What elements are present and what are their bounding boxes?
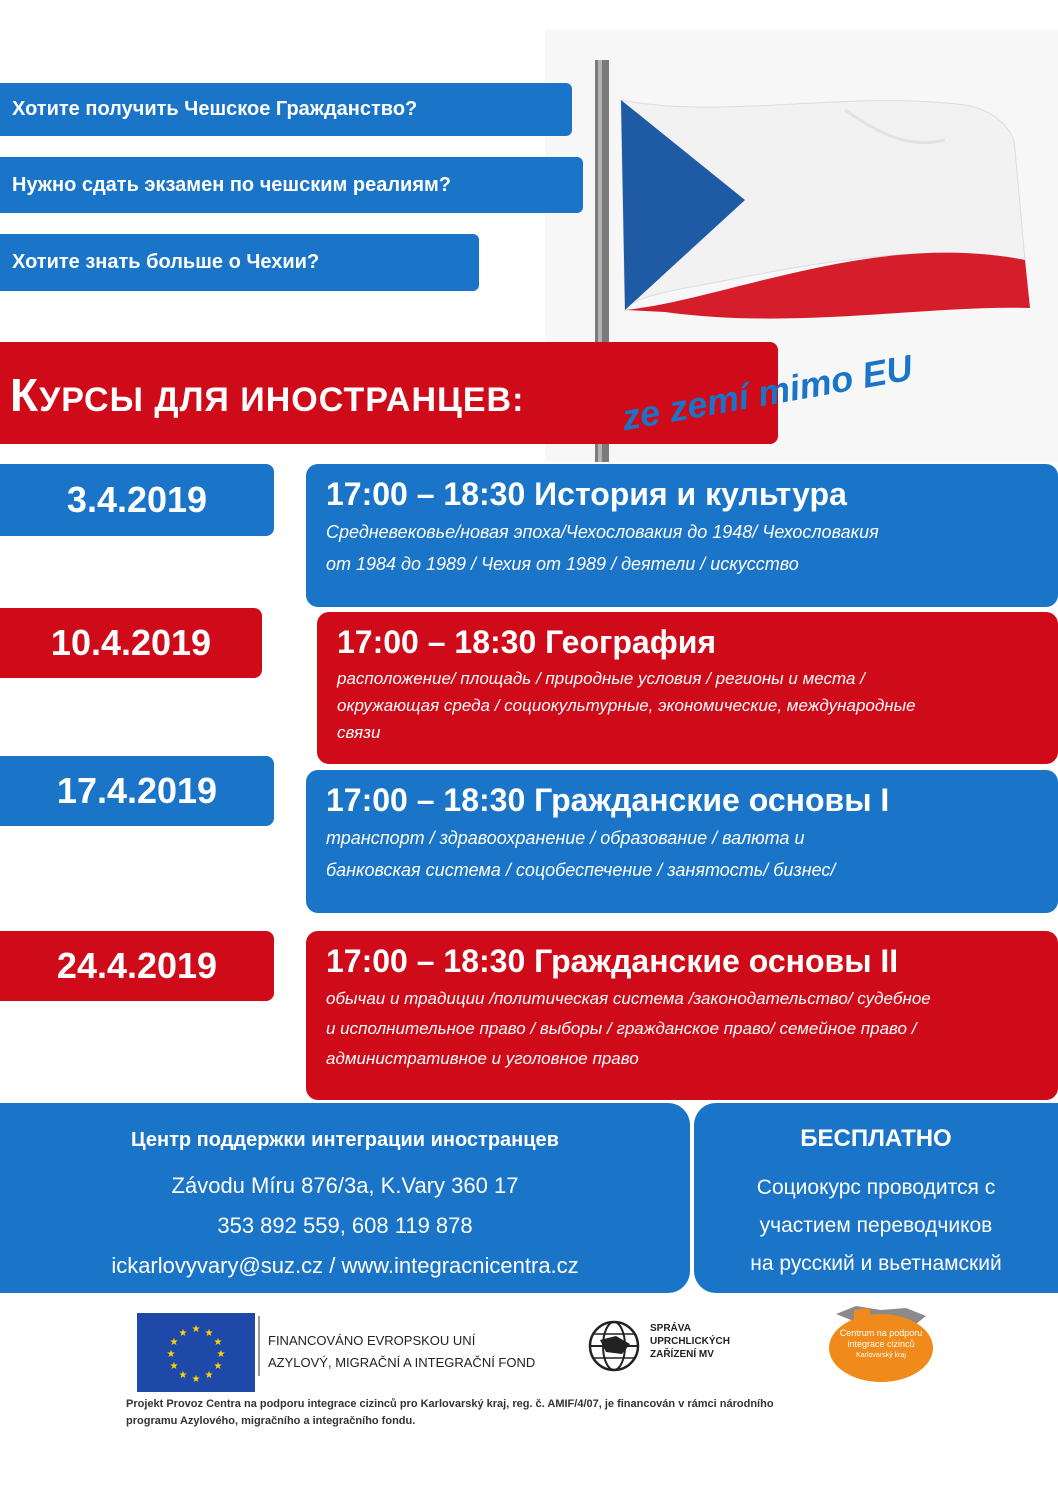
contact-box xyxy=(0,1103,690,1293)
free-line: участием переводчиков xyxy=(759,1214,993,1237)
course-date: 17.4.2019 xyxy=(0,756,274,826)
course-heading: 17:00 – 18:30 География xyxy=(337,624,717,660)
globe-icon xyxy=(586,1318,642,1374)
suz-logo-text: SPRÁVA UPRCHLICKÝCH ZAŘÍZENÍ MV xyxy=(650,1323,730,1360)
course-description: Средневековье/новая эпоха/Чехословакия до 1948/ Чехословакия от 1984 до 1989 / Чехия от 1989 / деятели / искусство xyxy=(326,522,879,574)
free-line: Социокурс проводится с xyxy=(756,1176,996,1199)
course-date: 24.4.2019 xyxy=(0,931,274,1001)
course-card xyxy=(306,770,1058,913)
course-heading: 17:00 – 18:30 История и культура xyxy=(326,476,847,512)
centrum-logo: Centrum na podporu integrace cizinců Karlovarský kraj xyxy=(826,1300,936,1384)
svg-text:★: ★ xyxy=(216,1349,226,1360)
question-exam: Нужно сдать экзамен по чешским реалиям? xyxy=(0,157,583,213)
course-description: транспорт / здравоохранение / образование / валюта и банковская система / соцобеспечение / занятость/ бизнес/ xyxy=(326,828,836,880)
svg-text:★: ★ xyxy=(169,1361,179,1372)
eu-flag-logo xyxy=(137,1313,255,1392)
svg-text:★: ★ xyxy=(178,1328,188,1339)
course-card xyxy=(306,931,1058,1100)
svg-text:★: ★ xyxy=(178,1370,188,1381)
svg-text:★: ★ xyxy=(191,1374,201,1385)
footer-note: Projekt Provoz Centra na podporu integrace cizinců pro Karlovarský kraj, reg. č. AMIF/4/07, je financován v rámci národního programu Azylového, migračního a integračního fondu. xyxy=(126,1398,774,1427)
page-title: КУРСЫ ДЛЯ ИНОСТРАНЦЕВ: xyxy=(10,369,525,421)
course-date: 10.4.2019 xyxy=(0,608,262,678)
center-name: Центр поддержки интеграции иностранцев xyxy=(131,1129,559,1151)
address: Závodu Míru 876/3a, K.Vary 360 17 xyxy=(171,1173,519,1198)
svg-text:★: ★ xyxy=(204,1328,214,1339)
svg-text:★: ★ xyxy=(191,1324,201,1335)
course-description: обычаи и традиции /политическая система /законодательство/ судебное и исполнительное право / выборы / гражданское право/ семейное право / административное и уголовное право xyxy=(326,989,931,1068)
svg-text:★: ★ xyxy=(213,1337,223,1348)
eu-fund-text: FINANCOVÁNO EVROPSKOU UNÍ AZYLOVÝ, MIGRAČNÍ A INTEGRAČNÍ FOND xyxy=(268,1333,536,1370)
svg-text:★: ★ xyxy=(213,1361,223,1372)
svg-text:★: ★ xyxy=(169,1337,179,1348)
course-heading: 17:00 – 18:30 Гражданские основы II xyxy=(326,943,899,979)
free-heading: БЕСПЛАТНО xyxy=(800,1125,952,1152)
question-citizenship: Хотите получить Чешское Гражданство? xyxy=(0,83,572,136)
phone-numbers: 353 892 559, 608 119 878 xyxy=(217,1213,473,1238)
svg-text:★: ★ xyxy=(204,1370,214,1381)
course-description: расположение/ площадь / природные условия / регионы и места / окружающая среда / социокультурные, экономические, международные связи xyxy=(337,669,916,743)
svg-text:★: ★ xyxy=(166,1349,176,1360)
course-heading: 17:00 – 18:30 Гражданские основы I xyxy=(326,782,890,818)
email-and-website[interactable]: ickarlovyvary@suz.cz / www.integracnicentra.cz xyxy=(111,1253,579,1278)
free-box xyxy=(694,1103,1058,1293)
course-card xyxy=(317,612,1058,764)
course-card xyxy=(306,464,1058,607)
course-date: 3.4.2019 xyxy=(0,464,274,536)
logo-divider xyxy=(258,1316,260,1376)
question-more-about-czechia: Хотите знать больше о Чехии? xyxy=(0,234,479,291)
subtitle-non-eu: ze zemí mimo EU xyxy=(618,346,916,439)
free-line: на русский и вьетнамский xyxy=(750,1252,1002,1275)
